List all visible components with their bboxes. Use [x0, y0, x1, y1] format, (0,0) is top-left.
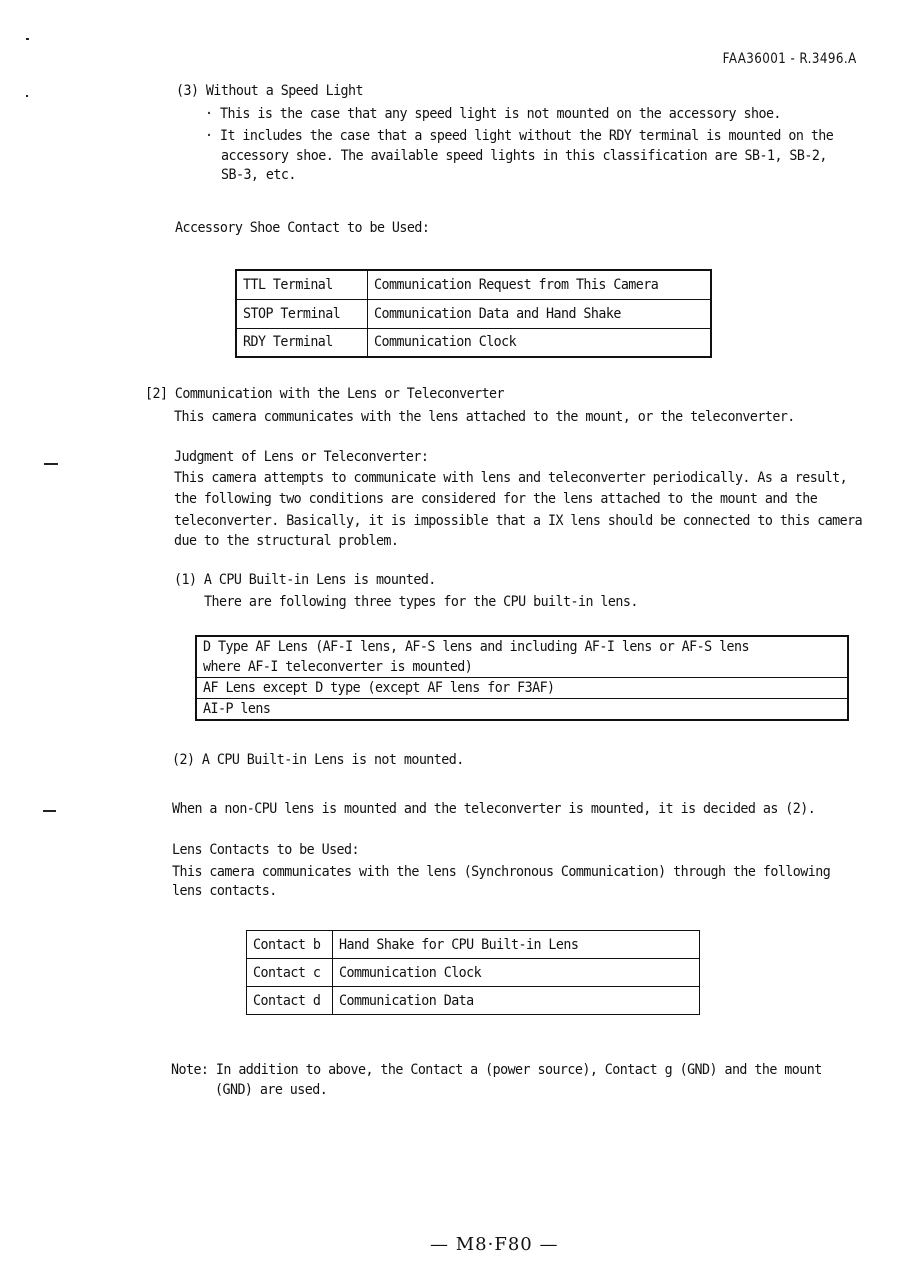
bullet-continuation: SB-3, etc. [221, 167, 296, 183]
scan-mark [44, 463, 58, 465]
paragraph-line: This camera communicates with the lens (Synchronous Communication) through the following [172, 864, 831, 880]
lens-type-cell: AF Lens except D type (except AF lens for F3AF) [196, 678, 848, 699]
paragraph-line: the following two conditions are considered for the lens attached to the mount and the [174, 491, 818, 507]
table-row [247, 931, 700, 959]
contact-cell: Contact c [247, 959, 333, 987]
table-row [247, 987, 700, 1015]
bullet-item: · It includes the case that a speed light without the RDY terminal is mounted on the [205, 128, 834, 144]
condition-title: (1) A CPU Built-in Lens is mounted. [174, 572, 436, 588]
contact-cell: Contact b [247, 931, 333, 959]
function-cell: Communication Clock [368, 328, 712, 357]
contact-cell: Contact d [247, 987, 333, 1015]
judgment-heading: Judgment of Lens or Teleconverter: [174, 449, 429, 465]
lens-contacts-heading: Lens Contacts to be Used: [172, 842, 359, 858]
paragraph-line: This camera attempts to communicate with lens and teleconverter periodically. As a result, [174, 470, 848, 486]
function-cell: Communication Data [333, 987, 700, 1015]
lens-types-table [195, 635, 849, 721]
function-cell: Communication Request from This Camera [368, 270, 712, 299]
accessory-shoe-table [235, 269, 712, 358]
table-row [196, 678, 848, 699]
paragraph: When a non-CPU lens is mounted and the teleconverter is mounted, it is decided as (2). [172, 801, 816, 817]
table-row [236, 270, 711, 299]
document-id: FAA36001 - R.3496.A [723, 51, 857, 67]
function-cell: Hand Shake for CPU Built-in Lens [333, 931, 700, 959]
table-row [196, 636, 848, 678]
function-cell: Communication Data and Hand Shake [368, 299, 712, 328]
section-title: [2] Communication with the Lens or Teleconverter [145, 386, 505, 402]
paragraph-line: due to the structural problem. [174, 533, 399, 549]
scan-mark [43, 810, 56, 812]
table-row [236, 328, 711, 357]
note-line: (GND) are used. [215, 1082, 328, 1098]
terminal-cell: STOP Terminal [236, 299, 368, 328]
scan-mark [26, 95, 28, 97]
accessory-shoe-heading: Accessory Shoe Contact to be Used: [175, 220, 430, 236]
table-row [236, 299, 711, 328]
scan-mark [26, 38, 29, 40]
terminal-cell: TTL Terminal [236, 270, 368, 299]
bullet-item: · This is the case that any speed light is not mounted on the accessory shoe. [205, 106, 781, 122]
paragraph-line: teleconverter. Basically, it is impossible that a IX lens should be connected to this camera [174, 513, 863, 529]
condition-title: (2) A CPU Built-in Lens is not mounted. [172, 752, 464, 768]
lens-type-cell: D Type AF Lens (AF-I lens, AF-S lens and including AF-I lens or AF-S lens where AF-I teleconverter is mounted) [196, 636, 848, 678]
lens-type-cell: AI-P lens [196, 699, 848, 721]
bullet-continuation: accessory shoe. The available speed lights in this classification are SB-1, SB-2, [221, 148, 827, 164]
paragraph-line: lens contacts. [172, 883, 277, 899]
table-row [247, 959, 700, 987]
paragraph: This camera communicates with the lens attached to the mount, or the teleconverter. [174, 409, 795, 425]
function-cell: Communication Clock [333, 959, 700, 987]
lens-contacts-table [246, 930, 700, 1015]
paragraph: There are following three types for the CPU built-in lens. [204, 594, 638, 610]
terminal-cell: RDY Terminal [236, 328, 368, 357]
section-title: (3) Without a Speed Light [176, 83, 363, 99]
table-row [196, 699, 848, 721]
note-line: Note: In addition to above, the Contact a (power source), Contact g (GND) and the mount [171, 1062, 822, 1078]
page-number: — M8·F80 — [430, 1234, 559, 1255]
